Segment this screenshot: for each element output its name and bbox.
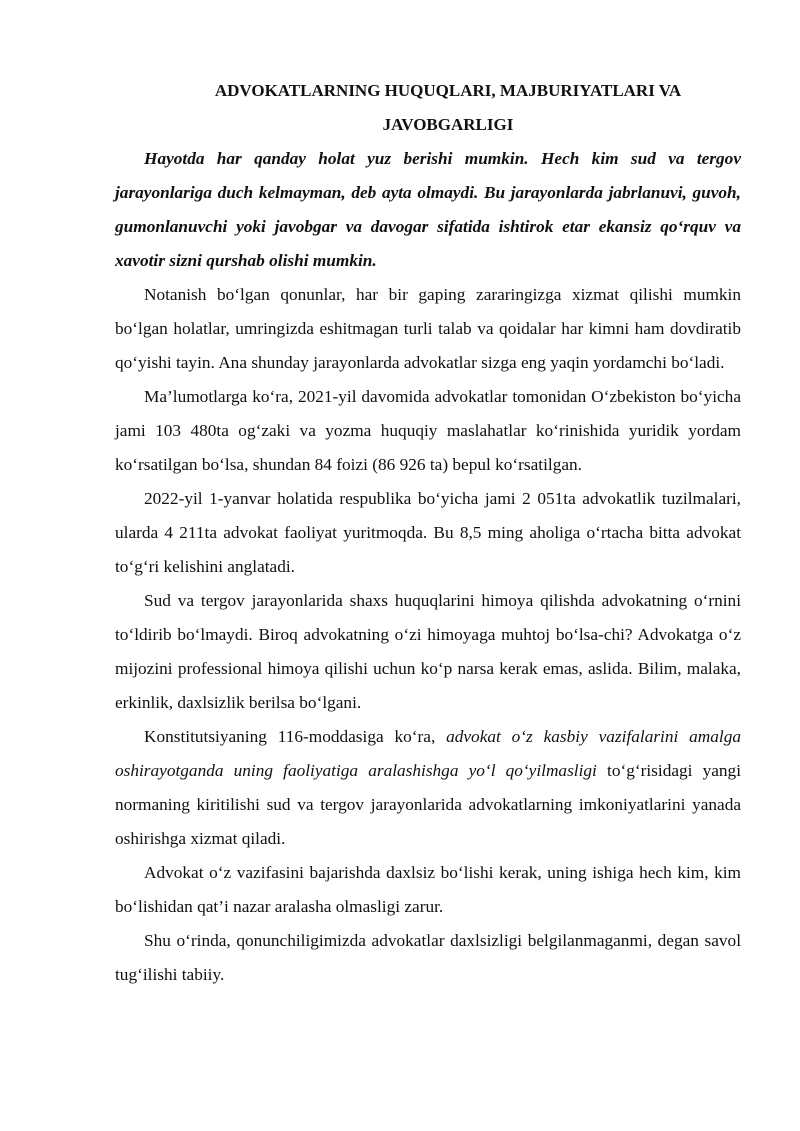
title-line-2: JAVOBGARLIGI xyxy=(382,115,514,134)
title-line-1: ADVOKATLARNING HUQUQLARI, MAJBURIYATLARI VA xyxy=(214,81,682,100)
paragraph-5 xyxy=(115,720,741,856)
paragraph-3: 2022-yil 1-yanvar holatida respublika bo‘yicha jami 2 051ta advokatlik tuzilmalari, ularda 4 211ta advokat faoliyat yuritmoqda. Bu 8,5 ming aholiga o‘rtacha bitta advokat to‘g‘ri kelishini anglatadi. xyxy=(115,489,741,576)
paragraph-7: Shu o‘rinda, qonunchiligimizda advokatlar daxlsizligi belgilanmaganmi, degan savol tug‘ilishi tabiiy. xyxy=(115,931,741,984)
document-page xyxy=(115,74,741,992)
paragraph-6: Advokat o‘z vazifasini bajarishda daxlsiz bo‘lishi kerak, uning ishiga hech kim, kim bo‘lishidan qat’i nazar aralasha olmasligi zarur. xyxy=(115,863,741,916)
paragraph-4: Sud va tergov jarayonlarida shaxs huquqlarini himoya qilishda advokatning o‘rnini to‘ldirib bo‘lmaydi. Biroq advokatning o‘zi himoyaga muhtoj bo‘lsa-chi? Advokatga o‘z mijozini professional himoya qilishi uchun ko‘p narsa kerak emas, aslida. Bilim, malaka, erkinlik, daxlsizlik berilsa bo‘lgani. xyxy=(115,591,741,712)
paragraph-5-end: to‘g‘risidagi yangi normaning kiritilishi sud va tergov jarayonlarida advokatlarning imkoniyatlarini yanada oshirishga xizmat qiladi. xyxy=(115,761,741,848)
lead-paragraph: Hayotda har qanday holat yuz berishi mumkin. Hech kim sud va tergov jarayonlariga duch kelmayman, deb ayta olmaydi. Bu jarayonlarda jabrlanuvi, guvoh, gumonlanuvchi yoki javobgar va davogar sifatida ishtirok etar ekansiz qo‘rquv va xavotir sizni qurshab olishi mumkin. xyxy=(115,149,741,270)
paragraph-5-italic-quote: advokat o‘z kasbiy vazifalarini amalga oshirayotganda uning faoliyatiga aralashishga yo‘l qo‘yilmasligi xyxy=(115,727,741,780)
paragraph-5-start: Konstitutsiyaning 116-moddasiga ko‘ra, xyxy=(144,727,447,746)
paragraph-2: Ma’lumotlarga ko‘ra, 2021-yil davomida advokatlar tomonidan O‘zbekiston bo‘yicha jami 103 480ta og‘zaki va yozma huquqiy maslahatlar ko‘rinishida yuridik yordam ko‘rsatilgan bo‘lsa, shundan 84 foizi (86 926 ta) bepul ko‘rsatilgan. xyxy=(115,387,741,474)
document-title xyxy=(115,74,741,142)
paragraph-1: Notanish bo‘lgan qonunlar, har bir gaping zararingizga xizmat qilishi mumkin bo‘lgan holatlar, umringizda eshitmagan turli talab va qoidalar har kimni ham dovdiratib qo‘yishi tayin. Ana shunday jarayonlarda advokatlar sizga eng yaqin yordamchi bo‘ladi. xyxy=(115,285,741,372)
